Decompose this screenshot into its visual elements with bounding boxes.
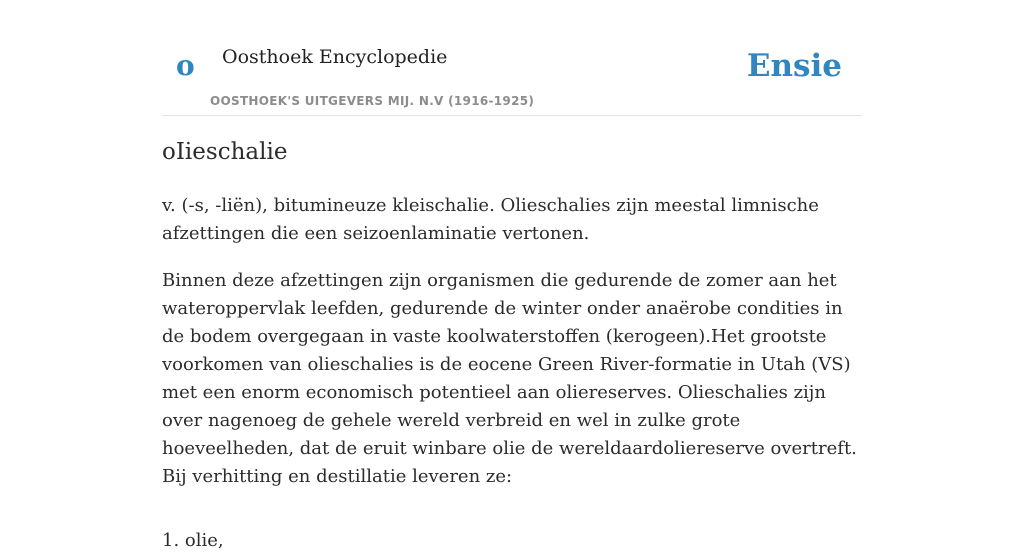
entry-paragraph-2: Binnen deze afzettingen zijn organismen die gedurende de zomer aan het wateroppervlak leefden, gedurende de winter onder anaërobe condities in de bodem overgegaan in vaste koolwaterstoffen (kerogeen).Het grootste voorkomen van olieschalies is de eocene Green River-formatie in Utah (VS) met een enorm economisch potentieel aan oliereserves. Olieschalies zijn over nagenoeg de gehele wereld verbreid en wel in zulke grote hoeveelheden, dat de eruit winbare olie de wereldaardoliereserve overtreft. Bij verhitting en destillatie leveren ze:: [162, 270, 857, 487]
list-item: 1. olie,: [162, 530, 224, 551]
entry-paragraph-1: v. (-s, -liën), bitumineuze kleischalie. Olieschalies zijn meestal limnische afzettingen die een seizoenlaminatie vertonen.: [162, 195, 819, 244]
publisher-label: OOSTHOEK'S UITGEVERS MIJ. N.V (1916-1925): [210, 94, 535, 108]
ensie-brand-logo[interactable]: Ensie: [746, 48, 842, 84]
entry-list: [162, 527, 862, 555]
site-header: [162, 0, 862, 116]
entry-body: [162, 192, 862, 555]
page: [162, 0, 862, 551]
site-title[interactable]: Oosthoek Encyclopedie: [222, 46, 448, 68]
logo-icon[interactable]: o: [176, 49, 195, 82]
entry-title: oIieschalie: [162, 139, 288, 165]
